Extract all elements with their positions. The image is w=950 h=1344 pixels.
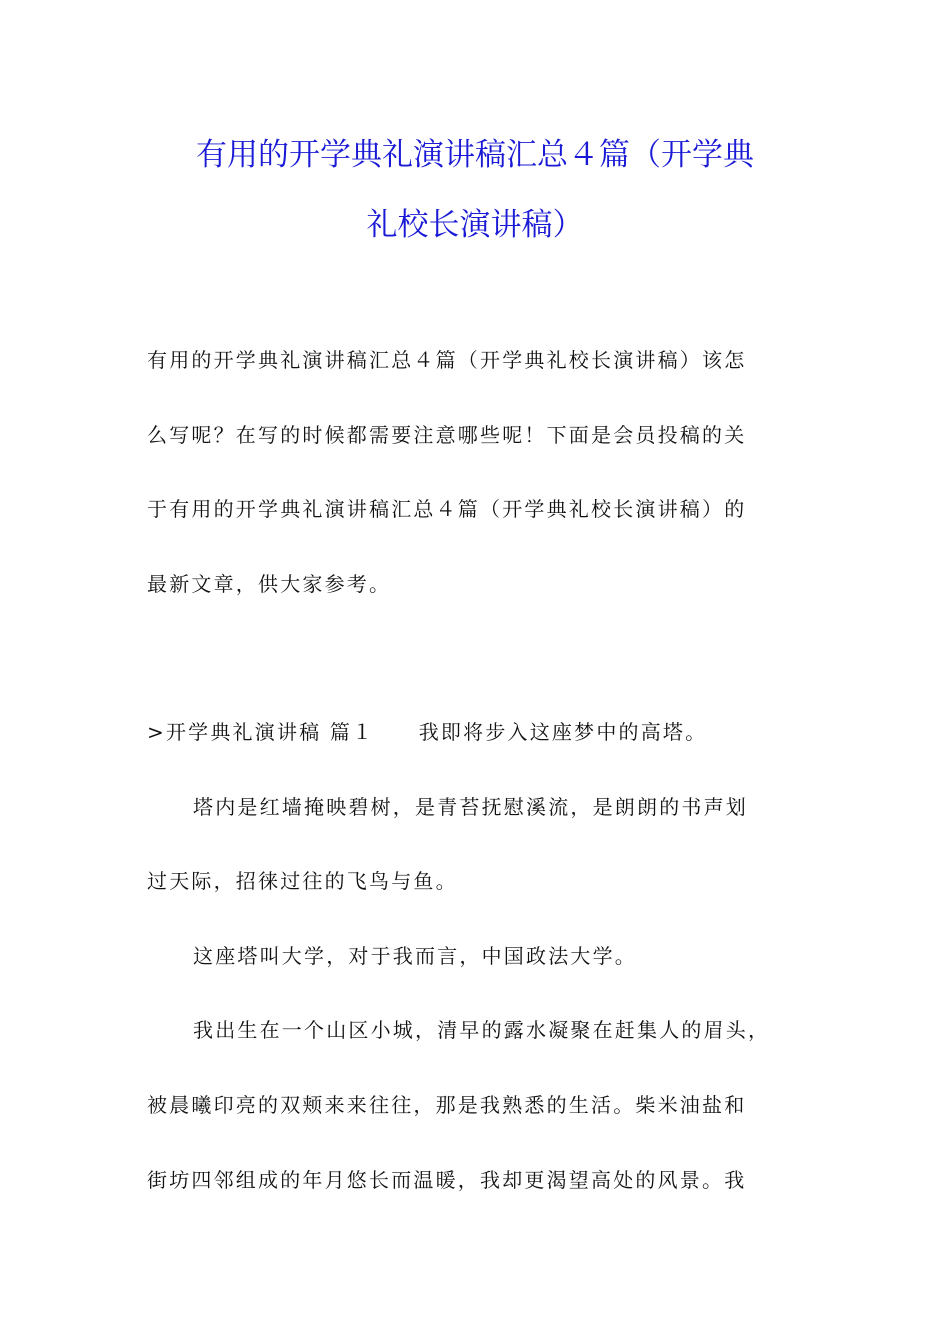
body-line-5: 被晨曦印亮的双颊来来往往，那是我熟悉的生活。柴米油盐和 — [147, 1093, 747, 1117]
intro-line-4: 最新文章，供大家参考。 — [147, 572, 392, 596]
body-line-6: 街坊四邻组成的年月悠长而温暖，我却更渴望高处的风景。我 — [147, 1168, 747, 1192]
body-line-4: 我出生在一个山区小城，清早的露水凝聚在赶集人的眉头， — [193, 1018, 771, 1042]
section-heading: >开学典礼演讲稿 篇１ 我即将步入这座梦中的高塔。 — [147, 720, 708, 744]
intro-line-2: 么写呢？在写的时候都需要注意哪些呢！下面是会员投稿的关 — [147, 423, 747, 447]
document-title-line-2: 礼校长演讲稿） — [366, 207, 584, 243]
intro-line-3: 于有用的开学典礼演讲稿汇总４篇（开学典礼校长演讲稿）的 — [147, 497, 747, 521]
body-line-3: 这座塔叫大学，对于我而言，中国政法大学。 — [193, 944, 637, 968]
intro-line-1: 有用的开学典礼演讲稿汇总４篇（开学典礼校长演讲稿）该怎 — [147, 348, 747, 372]
document-title-line-1: 有用的开学典礼演讲稿汇总４篇（开学典 — [196, 137, 754, 173]
body-line-2: 过天际，招徕过往的飞鸟与鱼。 — [147, 869, 458, 893]
body-line-1: 塔内是红墙掩映碧树，是青苔抚慰溪流，是朗朗的书声划 — [193, 795, 748, 819]
